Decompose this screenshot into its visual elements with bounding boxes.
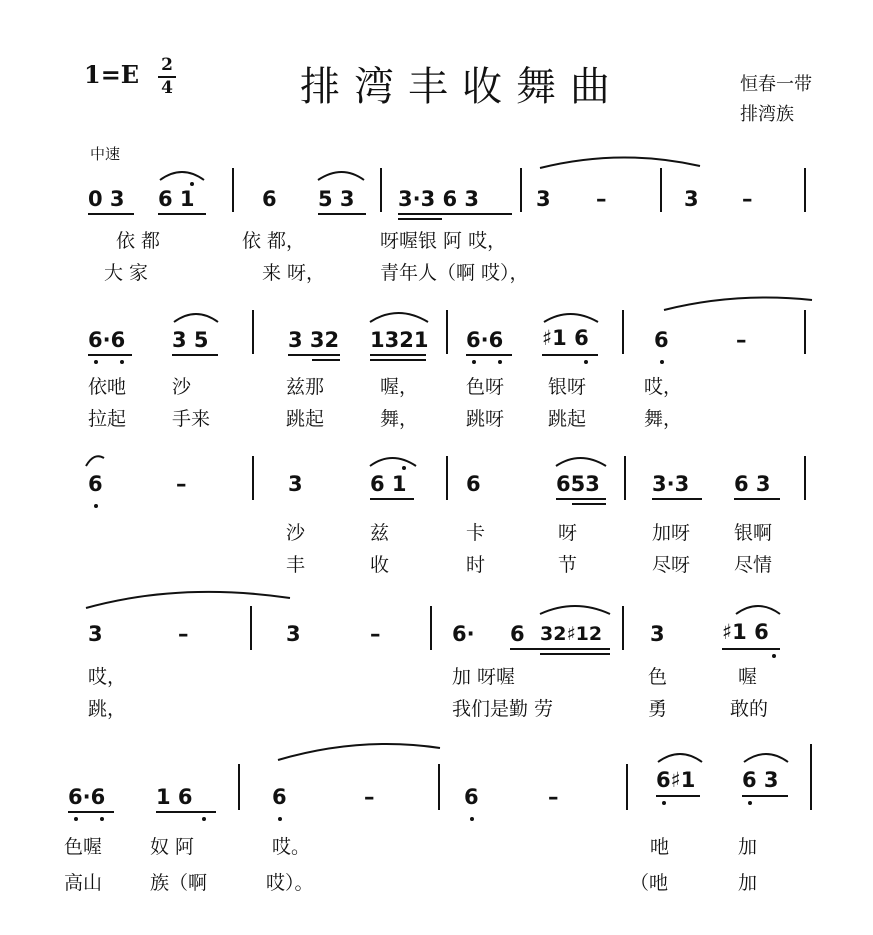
slur [174, 314, 218, 322]
note-group: 6·6 [68, 785, 106, 809]
lyric: 喔， [380, 376, 419, 398]
lyric: 呀 [558, 522, 578, 544]
lyric: 跳起 [286, 408, 325, 430]
slur [664, 298, 812, 310]
note-group: 6 [464, 785, 479, 809]
lyric: 银呀 [548, 376, 587, 398]
credit-region: 恒春一带 [740, 74, 812, 95]
lyric: 加 [738, 836, 758, 858]
note-group: 1 6 [156, 785, 193, 809]
note-group: – [364, 785, 375, 809]
note-group: 6 3 [742, 768, 779, 792]
slur [86, 592, 290, 608]
lyric: 舞， [644, 408, 683, 430]
note-group: 6 [654, 328, 669, 352]
note-group: 3 [288, 472, 303, 496]
lyric: 节 [558, 554, 578, 576]
slur [370, 313, 428, 322]
note-group: 6 [272, 785, 287, 809]
note-group: – [370, 622, 381, 646]
lyric: 拉起 [88, 408, 127, 430]
lyric: 尽呀 [652, 554, 691, 576]
lyric: 沙 [286, 522, 306, 544]
note-group: 6·6 [88, 328, 126, 352]
credit-ethnic-group: 排湾族 [740, 104, 794, 125]
key-signature: 1=E [84, 60, 140, 89]
note-group: – [548, 785, 559, 809]
lyric: 跳呀 [466, 408, 505, 430]
lyric: 吔 [650, 836, 670, 858]
note-group: 6 [262, 187, 277, 211]
lyric: 哎， [644, 376, 683, 398]
lyric: 敢的 [730, 698, 769, 720]
note-group: 32♯12 [540, 623, 603, 645]
note-group: 6 [466, 472, 481, 496]
lyric: 跳， [88, 698, 127, 720]
tempo-marking: 中速 [90, 145, 121, 163]
note-group: 3·3 [652, 472, 690, 496]
lyric: 加 呀喔 [452, 666, 516, 688]
note-group: 3 5 [172, 328, 209, 352]
lyric: 来 呀， [262, 262, 326, 284]
lyric: 舞， [380, 408, 419, 430]
lyric: 银啊 [734, 522, 773, 544]
note-group: 6· [452, 622, 475, 646]
note-group: 3 [684, 187, 699, 211]
lyric: 依 都， [242, 230, 306, 252]
lyric: 收 [370, 554, 390, 576]
lyric: 手来 [172, 408, 211, 430]
note-group: 6♯1 [656, 768, 696, 792]
lyric: 跳起 [548, 408, 587, 430]
slur [544, 314, 598, 322]
lyric: 兹那 [286, 376, 325, 398]
lyric: 我们是勤 劳 [452, 698, 554, 720]
note-group: 3·3 6 3 [398, 187, 480, 211]
lyric: 色 [648, 666, 668, 688]
slur [744, 754, 788, 762]
note-group: – [596, 187, 607, 211]
note-group: 6·6 [466, 328, 504, 352]
lyric: 丰 [286, 554, 306, 576]
note-group: 6 [88, 472, 103, 496]
lyric: 兹 [370, 522, 390, 544]
lyric: 加呀 [652, 522, 691, 544]
slur [556, 458, 606, 466]
lyric: 尽情 [734, 554, 773, 576]
lyric: 色呀 [466, 376, 505, 398]
lyric: 勇 [648, 698, 668, 720]
note-group: ♯1 6 [542, 326, 589, 350]
slur [540, 157, 700, 168]
note-group: 6 1 [158, 187, 195, 211]
note-group: 6 1 [370, 472, 407, 496]
note-group: 1321 [370, 328, 429, 352]
lyric: 哎。 [272, 836, 311, 858]
lyric: 沙 [172, 376, 192, 398]
lyric: 奴 阿 [150, 836, 195, 858]
slur [318, 172, 364, 180]
song-title: 排湾丰收舞曲 [300, 64, 624, 110]
lyric: 色喔 [64, 836, 103, 858]
note-group: – [736, 328, 747, 352]
lyric: 呀喔银 阿 哎， [380, 230, 507, 252]
note-group: 5 3 [318, 187, 355, 211]
slur [540, 606, 610, 614]
slur [278, 744, 440, 760]
slur [160, 172, 204, 180]
note-group: 6 3 [734, 472, 771, 496]
note-group: 3 [536, 187, 551, 211]
note-group: 3 [286, 622, 301, 646]
note-group: 3 [650, 622, 665, 646]
slur [370, 458, 416, 466]
note-group: 653 [556, 472, 600, 496]
note-group: 3 [88, 622, 103, 646]
note-group: 0 3 [88, 187, 125, 211]
note-group: 6 [510, 622, 525, 646]
note-group: – [742, 187, 753, 211]
note-group: ♯1 6 [722, 620, 769, 644]
slur [736, 606, 780, 614]
note-group: – [178, 622, 189, 646]
slur [86, 456, 104, 466]
time-signature-bottom: 4 [161, 78, 173, 98]
lyric: 哎）。 [266, 872, 314, 894]
lyric: 时 [466, 554, 486, 576]
lyric: （吔 [630, 872, 669, 894]
note-group: – [176, 472, 187, 496]
lyric: 哎， [88, 666, 127, 688]
lyric: 依吔 [88, 376, 127, 398]
lyric: 喔 [738, 666, 758, 688]
lyric: 卡 [466, 522, 486, 544]
lyric: 高山 [64, 872, 103, 894]
lyric: 依 都 [116, 230, 161, 252]
lyric: 加 [738, 872, 758, 894]
lyric: 大 家 [104, 262, 149, 284]
lyric: 族（啊 [150, 872, 208, 894]
lyric: 青年人（啊 哎）， [380, 262, 529, 284]
note-group: 3 32 [288, 328, 340, 352]
slur [658, 754, 702, 762]
time-signature-top: 2 [161, 55, 173, 75]
